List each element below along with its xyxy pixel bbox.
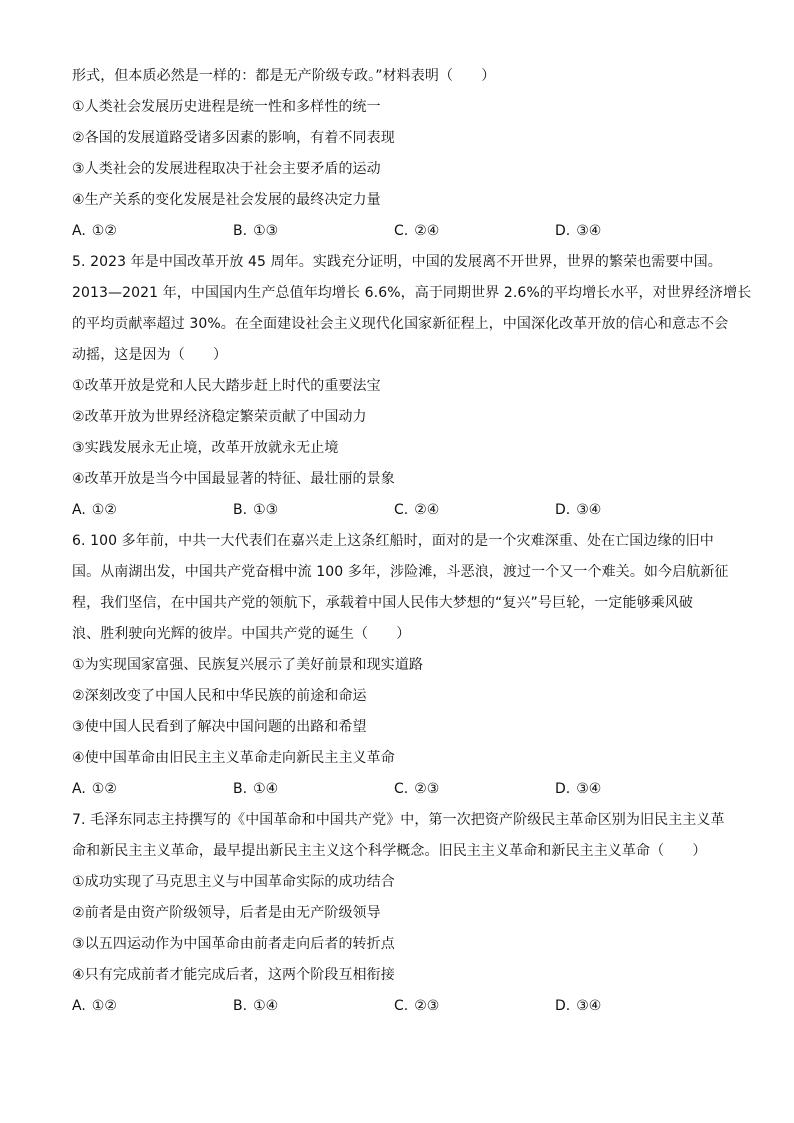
choice-c: C. ②④ — [394, 222, 440, 239]
question-option: ④改革开放是当今中国最显著的特征、最壮丽的景象 — [72, 470, 395, 487]
question-option: ①人类社会发展历史进程是统一性和多样性的统一 — [72, 98, 381, 115]
answer-choices — [72, 494, 726, 525]
choice-d: D. ③④ — [555, 222, 602, 239]
question-option: ③实践发展永无止境，改革开放就永无止境 — [72, 439, 339, 456]
question-7-block — [72, 804, 726, 1021]
question-option: ②各国的发展道路受诸多因素的影响，有着不同表现 — [72, 129, 395, 146]
question-option: ③使中国人民看到了解决中国问题的出路和希望 — [72, 718, 367, 735]
question-option: ②改革开放为世界经济稳定繁荣贡献了中国动力 — [72, 408, 367, 425]
choice-b: B. ①③ — [233, 222, 279, 239]
choice-a: A. ①② — [72, 997, 117, 1014]
choice-a: A. ①② — [72, 222, 117, 239]
answer-choices — [72, 773, 726, 804]
question-stem-line: 7. 毛泽东同志主持撰写的《中国革命和中国共产党》中，第一次把资产阶级民主革命区别为旧民主主义革 — [72, 811, 725, 828]
question-option: ①为实现国家富强、民族复兴展示了美好前景和现实道路 — [72, 656, 424, 673]
question-option: ④生产关系的变化发展是社会发展的最终决定力量 — [72, 191, 381, 208]
question-stem-line: 6. 100 多年前，中共一大代表们在嘉兴走上这条红船时，面对的是一个灾难深重、处在亡国边缘的旧中 — [72, 532, 714, 549]
exam-page — [72, 60, 752, 1021]
choice-a: A. ①② — [72, 501, 117, 518]
question-option: ①成功实现了马克思主义与中国革命实际的成功结合 — [72, 873, 395, 890]
question-option: ①改革开放是党和人民大踏步赶上时代的重要法宝 — [72, 377, 381, 394]
question-stem-line: 5. 2023 年是中国改革开放 45 周年。实践充分证明，中国的发展离不开世界，世界的繁荣也需要中国。 — [72, 253, 722, 270]
question-stem-line: 动摇，这是因为（ ） — [72, 346, 228, 363]
choice-d: D. ③④ — [555, 997, 602, 1014]
choice-c: C. ②③ — [394, 997, 440, 1014]
question-option: ③以五四运动作为中国革命由前者走向后者的转折点 — [72, 935, 395, 952]
answer-choices — [72, 215, 726, 246]
question-stem-line: 程，我们坚信，在中国共产党的领航下，承载着中国人民伟大梦想的“复兴”号巨轮，一定能够乘风破 — [72, 594, 694, 611]
choice-b: B. ①③ — [233, 501, 279, 518]
question-option: ④只有完成前者才能完成后者，这两个阶段互相衔接 — [72, 966, 395, 983]
choice-a: A. ①② — [72, 780, 117, 797]
choice-d: D. ③④ — [555, 780, 602, 797]
question-option: ②前者是由资产阶级领导，后者是由无产阶级领导 — [72, 904, 381, 921]
question-stem-line: 的平均贡献率超过 30%。在全面建设社会主义现代化国家新征程上，中国深化改革开放的信心和意志不会 — [72, 315, 729, 332]
question-stem-line: 命和新民主主义革命，最早提出新民主主义这个科学概念。旧民主主义革命和新民主主义革命（ ） — [72, 842, 707, 859]
choice-c: C. ②③ — [394, 780, 440, 797]
choice-b: B. ①④ — [233, 780, 279, 797]
question-stem-line: 浪、胜利驶向光辉的彼岸。中国共产党的诞生（ ） — [72, 625, 411, 642]
answer-choices — [72, 990, 726, 1021]
choice-c: C. ②④ — [394, 501, 440, 518]
choice-d: D. ③④ — [555, 501, 602, 518]
question-6-block — [72, 525, 729, 804]
choice-b: B. ①④ — [233, 997, 279, 1014]
question-5-block — [72, 246, 752, 525]
question-option: ③人类社会的发展进程取决于社会主要矛盾的运动 — [72, 160, 381, 177]
question-stem-line: 2013—2021 年，中国国内生产总值年均增长 6.6%，高于同期世界 2.6%的平均增长水平，对世界经济增长 — [72, 284, 752, 301]
question-stem-line: 形式，但本质必然是一样的：都是无产阶级专政。”材料表明（ ） — [72, 67, 496, 84]
question-4-block — [72, 60, 726, 246]
question-option: ④使中国革命由旧民主主义革命走向新民主主义革命 — [72, 749, 395, 766]
question-stem-line: 国。从南湖出发，中国共产党奋楫中流 100 多年，涉险滩，斗恶浪，渡过一个又一个难关。如今启航新征 — [72, 563, 729, 580]
question-option: ②深刻改变了中国人民和中华民族的前途和命运 — [72, 687, 367, 704]
